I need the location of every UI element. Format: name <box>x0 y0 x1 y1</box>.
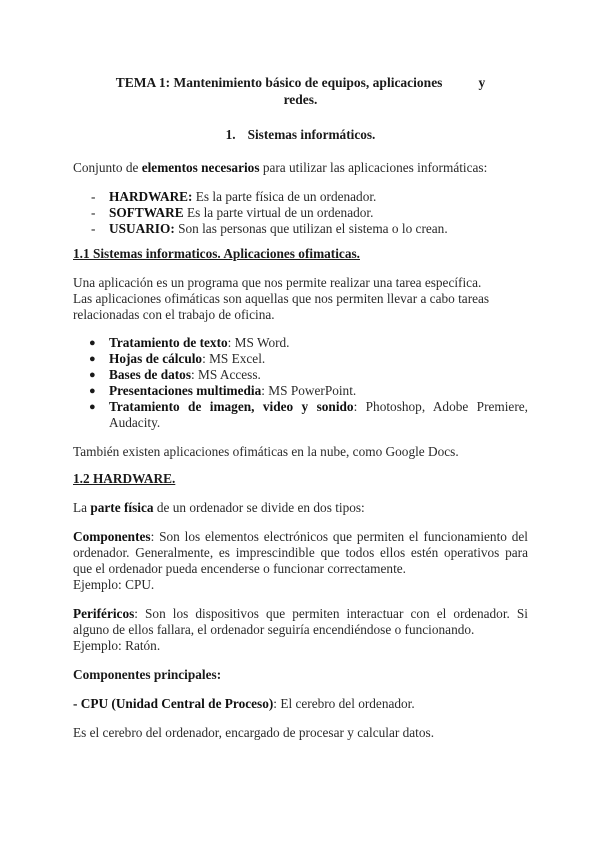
section-number: 1. <box>225 127 236 142</box>
cpu-term: - CPU (Unidad Central de Proceso) <box>73 696 274 711</box>
cpu-paragraph: Es el cerebro del ordenador, encargado de procesar y calcular datos. <box>73 725 435 740</box>
bullet-icon: ● <box>89 353 96 365</box>
apps-paragraph-1: Una aplicación es un programa que nos permite realizar una tarea específica. <box>73 275 482 290</box>
title-line1: TEMA 1: Mantenimiento básico de equipos, aplicaciones <box>115 75 443 90</box>
list-text: Son las personas que utilizan el sistema o lo crean. <box>174 221 448 236</box>
cpu-line <box>73 696 528 712</box>
intro-paragraph <box>73 160 528 176</box>
list-text: : MS PowerPoint. <box>261 383 357 398</box>
componentes-term: Componentes <box>73 529 151 544</box>
subheading-1-1: 1.1 Sistemas informaticos. Aplicaciones ofimaticas. <box>73 246 360 261</box>
list-item <box>73 351 528 367</box>
list-item <box>73 205 528 221</box>
list-item <box>73 383 528 399</box>
subheading-1-2: 1.2 HARDWARE. <box>73 471 176 486</box>
perifericos-term: Periféricos <box>73 606 135 621</box>
dash-marker: - <box>91 189 96 204</box>
list-term: SOFTWARE <box>109 205 184 220</box>
list-item <box>73 367 528 383</box>
section-label: Sistemas informáticos. <box>247 127 376 142</box>
hardware-intro-before: La <box>73 500 91 515</box>
list-item <box>73 399 528 431</box>
intro-text-before: Conjunto de <box>73 160 142 175</box>
intro-bold: elementos necesarios <box>141 160 260 175</box>
list-term: Hojas de cálculo <box>109 351 203 366</box>
list-text: : MS Excel. <box>202 351 266 366</box>
bullet-icon: ● <box>89 337 96 349</box>
list-text: Es la parte física de un ordenador. <box>192 189 377 204</box>
perifericos-example: Ejemplo: Ratón. <box>73 638 161 653</box>
hardware-intro-bold: parte física <box>90 500 154 515</box>
hardware-intro-after: de un ordenador se divide en dos tipos: <box>153 500 365 515</box>
bullet-icon: ● <box>89 401 96 413</box>
principales-heading: Componentes principales: <box>73 667 222 682</box>
list-term: Tratamiento de texto <box>109 335 228 350</box>
list-term: Bases de datos <box>109 367 192 382</box>
intro-text-after: para utilizar las aplicaciones informáticas: <box>259 160 488 175</box>
componentes-paragraph <box>73 529 528 577</box>
list-text: : MS Access. <box>191 367 261 382</box>
list-text: Es la parte virtual de un ordenador. <box>183 205 374 220</box>
list-text: : Photoshop, Adobe Premiere, Audacity. <box>109 399 528 430</box>
section-heading-1 <box>73 127 528 143</box>
dash-marker: - <box>91 205 96 220</box>
perifericos-paragraph <box>73 606 528 638</box>
dash-marker: - <box>91 221 96 236</box>
document-page <box>73 74 528 741</box>
bullet-icon: ● <box>89 385 96 397</box>
componentes-text: : Son los elementos electrónicos que permiten el funcionamiento del ordenador. Generalmente, es imprescindible que todos ellos estén operativos para que el ordenador pueda encenderse o funcionar correctamente. <box>73 529 528 576</box>
cpu-text: : El cerebro del ordenador. <box>273 696 415 711</box>
perifericos-text: : Son los dispositivos que permiten interactuar con el ordenador. Si alguno de ellos fallara, el ordenador seguiría encendiéndose o funcionando. <box>73 606 528 637</box>
list-item <box>73 221 528 237</box>
list-term: Presentaciones multimedia <box>109 383 262 398</box>
list-item <box>73 189 528 205</box>
office-apps-list <box>73 335 528 431</box>
apps-paragraph-2: Las aplicaciones ofimáticas son aquellas que nos permiten llevar a cabo tareas relacionadas con el trabajo de oficina. <box>73 291 490 322</box>
list-term: USUARIO: <box>109 221 175 236</box>
hardware-intro <box>73 500 528 516</box>
list-term: HARDWARE: <box>109 189 193 204</box>
system-components-list <box>73 189 528 237</box>
list-text: : MS Word. <box>227 335 290 350</box>
bullet-icon: ● <box>89 369 96 381</box>
list-term: Tratamiento de imagen, video y sonido <box>109 399 354 414</box>
document-title <box>73 74 528 108</box>
title-line1-tail: y <box>478 75 486 90</box>
componentes-example: Ejemplo: CPU. <box>73 577 155 592</box>
list-item <box>73 335 528 351</box>
cloud-paragraph: También existen aplicaciones ofimáticas en la nube, como Google Docs. <box>73 444 459 459</box>
title-line2: redes. <box>283 92 318 107</box>
